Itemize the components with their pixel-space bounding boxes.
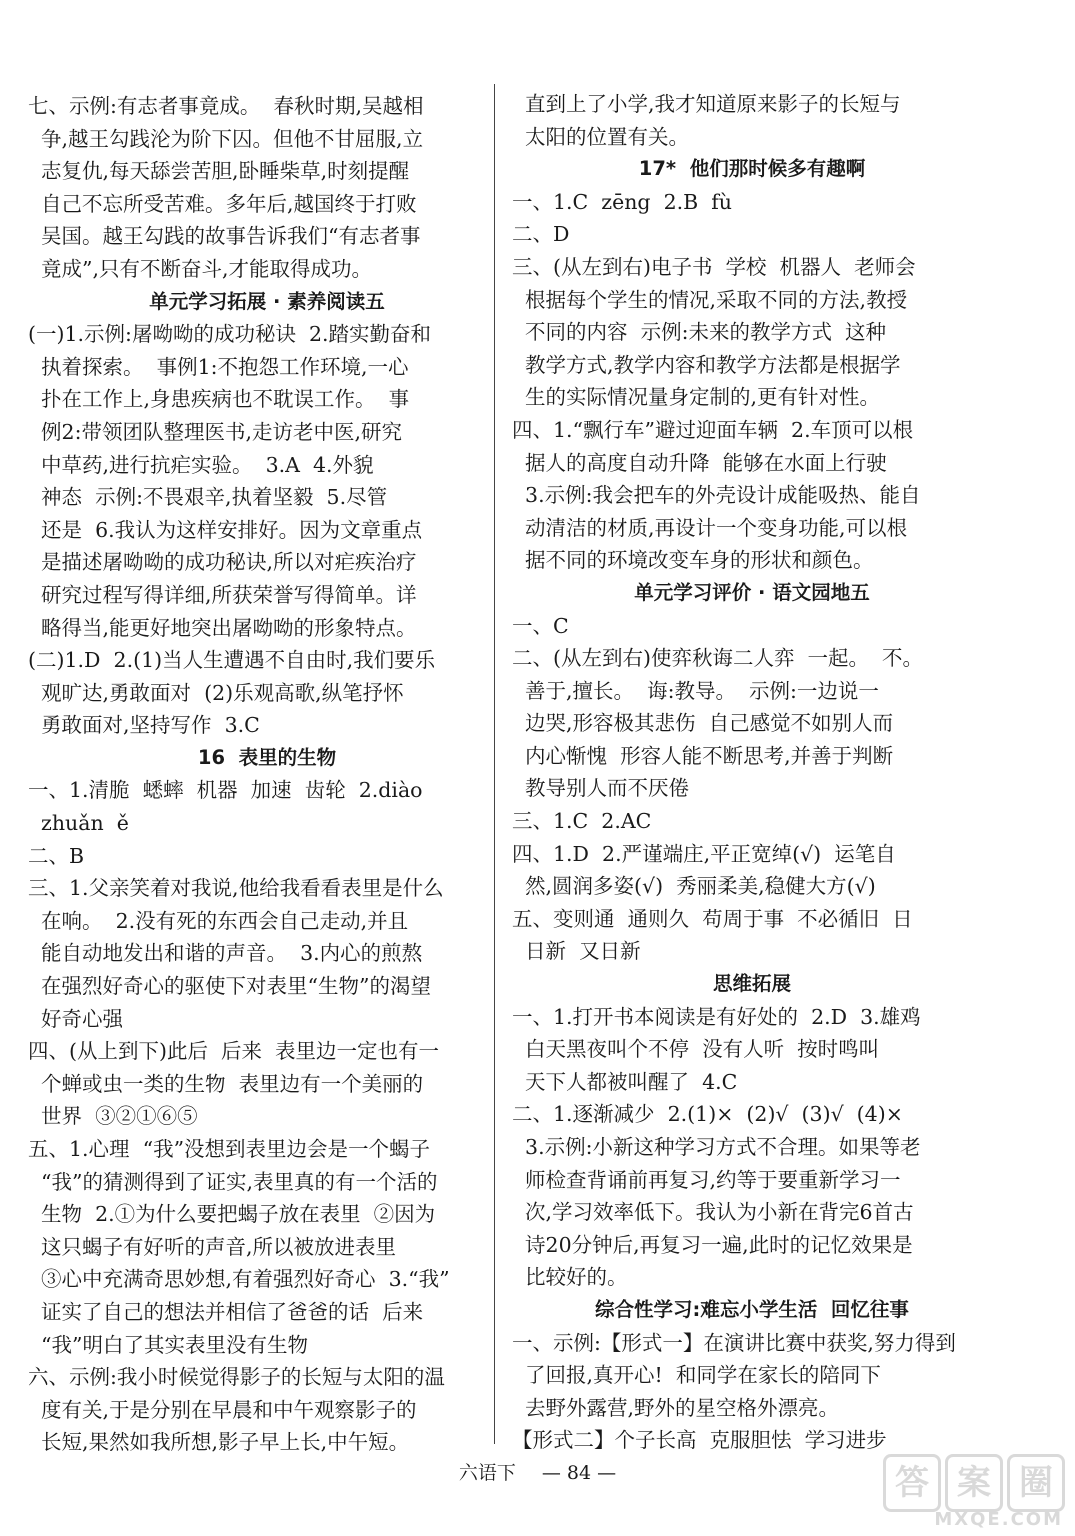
answer-line: 次,学习效率低下。我认为小新在背完6首古 [512,1200,914,1225]
answer-line: 世界 ③②①⑥⑤ [28,1104,198,1129]
answer-line: 动清洁的材质,再设计一个变身功能,可以根 [512,515,908,540]
answer-line: 比较好的。 [512,1265,628,1290]
watermark-char: 圈 [1007,1454,1065,1512]
answer-line: 证实了自己的想法并相信了爸爸的话 后来 [28,1299,424,1324]
section-heading: 综合性学习:难忘小学生活 回忆往事 [595,1297,909,1321]
answer-line: 竟成”,只有不断奋斗,才能取得成功。 [28,256,373,281]
answer-line: zhuǎn ě [28,811,129,836]
answer-line: 七、示例:有志者事竟成。 春秋时期,吴越相 [28,94,424,118]
answer-line: 神态 示例:不畏艰辛,执着坚毅 5.尽管 [28,485,388,510]
answer-line: 执着探索。 事例1:不抱怨工作环境,一心 [28,354,409,379]
answer-line: 师检查背诵前再复习,约等于要重新学习一 [512,1167,901,1192]
answer-line: 长短,果然如我所想,影子早上长,中午短。 [28,1430,410,1455]
answer-line: 天下人都被叫醒了 4.C [512,1069,738,1094]
answer-line: 三、1.父亲笑着对我说,他给我看看表里是什么 [28,876,444,901]
section-heading: 单元学习评价 · 语文园地五 [634,580,870,604]
answer-line: 好奇心强 [28,1006,124,1031]
answer-line: 例2:带领团队整理医书,走访老中医,研究 [28,419,403,444]
answer-line: “我”明白了其实表里没有生物 [28,1332,308,1357]
answer-line: 生的实际情况量身定制的,更有针对性。 [512,385,881,410]
watermark-char: 案 [945,1454,1003,1512]
answer-line: 直到上了小学,我才知道原来影子的长短与 [512,92,901,116]
answer-line: 二、D [512,222,570,247]
watermark-char: 答 [883,1454,941,1512]
answer-line: 六、示例:我小时候觉得影子的长短与太阳的温 [28,1365,445,1390]
answer-line: 日新 又日新 [512,939,641,964]
answer-line: 能自动地发出和谐的声音。 3.内心的煎熬 [28,941,423,966]
answer-line: 志复仇,每天舔尝苦胆,卧睡柴草,时刻提醒 [28,159,410,184]
answer-line: 一、1.清脆 蟋蟀 机器 加速 齿轮 2.diào [28,778,423,803]
answer-line: 太阳的位置有关。 [512,124,690,149]
watermark-url: MXQE.COM [934,1509,1063,1530]
answer-line: 略得当,能更好地突出屠呦呦的形象特点。 [28,615,417,640]
page-number: — 84 — [541,1462,617,1484]
answer-line: 3.示例:我会把车的外壳设计成能吸热、能自 [512,483,921,508]
answer-line: 二、B [28,843,85,868]
answer-line: 教学方式,教学内容和教学方法都是根据学 [512,352,901,377]
answer-line: 四、1.“飘行车”避过迎面车辆 2.车顶可以根 [512,417,914,442]
answer-line: 白天黑夜叫个不停 没有人听 按时鸣叫 [512,1037,880,1062]
watermark-logo [883,1454,1063,1530]
section-heading: 单元学习拓展 · 素养阅读五 [149,289,385,313]
answer-line: 根据每个学生的情况,采取不同的方法,教授 [512,287,908,312]
book-label: 六语下 [458,1462,516,1484]
section-heading: 17* 他们那时候多有趣啊 [638,157,866,181]
section-heading: 16 表里的生物 [197,745,337,769]
left-column [28,90,506,1459]
answer-line: (二)1.D 2.(1)当人生遭遇不自由时,我们要乐 [28,648,436,673]
answer-line: 然,圆润多姿(√) 秀丽柔美,稳健大方(√) [512,874,876,899]
answer-line: 三、(从左到右)电子书 学校 机器人 老师会 [512,254,916,279]
answer-line: 诗20分钟后,再复习一遍,此时的记忆效果是 [512,1232,913,1257]
answer-line: 度有关,于是分别在早晨和中午观察影子的 [28,1397,417,1422]
answer-line: 是描述屠呦呦的成功秘诀,所以对疟疾治疗 [28,550,417,575]
answer-line: 去野外露营,野外的星空格外漂亮。 [512,1395,840,1420]
section-heading: 思维拓展 [712,972,791,996]
answer-line: 五、1.心理 “我”没想到表里边会是一个蝎子 [28,1137,431,1161]
answer-line: 还是 6.我认为这样安排好。因为文章重点 [28,517,423,542]
answer-line: 一、示例:【形式一】在演讲比赛中获奖,努力得到 [512,1330,956,1355]
answer-line: 在强烈好奇心的驱使下对表里“生物”的渴望 [28,974,431,999]
answer-line: 生物 2.①为什么要把蝎子放在表里 ②因为 [28,1202,436,1227]
answer-line: 五、变则通 通则久 苟周于事 不必循旧 日 [512,906,913,931]
answer-line: 据人的高度自动升降 能够在水面上行驶 [512,450,887,475]
answer-line: 个蝉或虫一类的生物 表里边有一个美丽的 [28,1071,424,1096]
answer-line: “我”的猜测得到了证实,表里真的有一个活的 [28,1169,438,1194]
answer-line: 中草药,进行抗疟实验。 3.A 4.外貌 [28,452,374,477]
answer-line: 四、1.D 2.严谨端庄,平正宽绰(√) 运笔自 [512,841,896,866]
answer-line: 自己不忘所受苦难。多年后,越国终于打败 [28,191,417,216]
right-column [512,88,992,1457]
answer-line: 吴国。越王勾践的故事告诉我们“有志者事 [28,224,421,249]
answer-line: 边哭,形容极其悲伤 自己感觉不如别人而 [512,711,894,736]
answer-line: 一、1.C zēng 2.B fù [512,189,733,214]
answer-line: 四、(从上到下)此后 后来 表里边一定也有一 [28,1039,440,1064]
answer-line: 了回报,真开心! 和同学在家长的陪同下 [512,1363,881,1388]
answer-line: 教导别人而不厌倦 [512,776,690,801]
answer-line: 三、1.C 2.AC [512,809,652,834]
answer-line: 善于,擅长。 诲:教导。 示例:一边说一 [512,678,879,703]
answer-line: 二、(从左到右)使弈秋诲二人弈 一起。 不。 [512,646,924,671]
answer-line: 一、C [512,613,569,638]
answer-line: 据不同的环境改变车身的形状和颜色。 [512,548,874,573]
answer-line: 争,越王勾践沦为阶下囚。但他不甘屈服,立 [28,126,424,151]
answer-line: 研究过程写得详细,所获荣誉写得简单。详 [28,582,417,607]
answer-line: 这只蝎子有好听的声音,所以被放进表里 [28,1234,397,1259]
answer-line: ③心中充满奇思妙想,有着强烈好奇心 3.“我” [28,1267,450,1292]
answer-line: 3.示例:小新这种学习方式不合理。如果等老 [512,1135,921,1159]
answer-line: 内心惭愧 形容人能不断思考,并善于判断 [512,743,894,768]
answer-line: 一、1.打开书本阅读是有好处的 2.D 3.雄鸡 [512,1004,921,1029]
answer-line: 在响。 2.没有死的东西会自己走动,并且 [28,908,409,933]
answer-line: 勇敢面对,坚持写作 3.C [28,713,260,738]
answer-line: 扑在工作上,身患疾病也不耽误工作。 事 [28,387,410,412]
answer-line: 观旷达,勇敢面对 (2)乐观高歌,纵笔抒怀 [28,680,404,705]
answer-line: (一)1.示例:屠呦呦的成功秘诀 2.踏实勤奋和 [28,322,432,347]
answer-line: 【形式二】个子长高 克服胆怯 学习进步 [512,1428,887,1453]
answer-line: 不同的内容 示例:未来的教学方式 这种 [512,320,887,345]
answer-line: 二、1.逐渐减少 2.(1)× (2)√ (3)√ (4)× [512,1102,903,1127]
